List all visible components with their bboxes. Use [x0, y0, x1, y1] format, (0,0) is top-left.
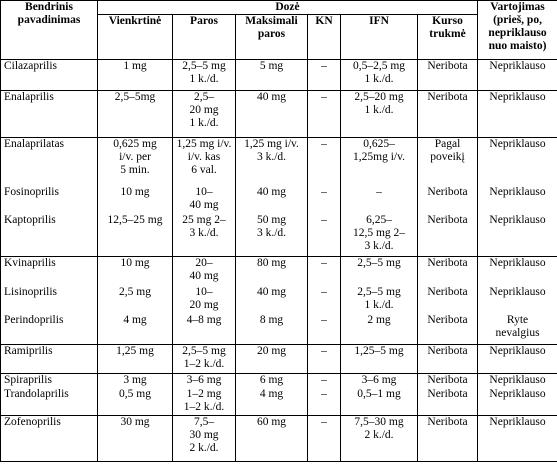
cell-daily-dose: [173, 256, 236, 286]
usage-text: Nepriklauso: [489, 416, 546, 428]
cell-drug-name: [1, 90, 98, 137]
table-body: [1, 60, 557, 462]
course-duration-text: Neribota: [427, 185, 468, 198]
cell-daily-dose: [173, 416, 236, 462]
cell-max-daily-dose: [236, 60, 308, 91]
usage-text: Nepriklauso: [489, 213, 546, 226]
single-dose-text: 3 mg: [123, 374, 147, 387]
cell-kn: [308, 374, 341, 388]
daily-dose-text: 7,5– 30 mg 2 k./d.: [189, 416, 219, 454]
cell-ifn: [341, 388, 418, 416]
cell-usage: [478, 314, 557, 345]
daily-dose-text: 25 mg 2– 3 k./d.: [182, 213, 226, 239]
daily-dose-text: 1,25 mg i/v. i/v. kas 6 val.: [176, 137, 232, 176]
cell-ifn: [341, 214, 418, 257]
cell-single-dose: [98, 344, 173, 374]
max-daily-dose-text: 20 mg: [256, 344, 287, 357]
course-duration-text: Pagal poveikį: [430, 137, 465, 163]
cell-kn: [308, 286, 341, 314]
max-daily-dose-text: 1,25 mg i/v. 3 k./d.: [244, 137, 299, 163]
cell-ifn: [341, 137, 418, 186]
max-daily-dose-text: 8 mg: [259, 313, 284, 326]
cell-kn: [308, 186, 341, 214]
table-row: [1, 286, 557, 314]
cell-single-dose: [98, 314, 173, 345]
drug-name-text: Cilazaprilis: [4, 60, 58, 72]
cell-single-dose: [98, 416, 173, 462]
single-dose-text: 1,25 mg: [116, 344, 154, 357]
ifn-text: 6,25– 12,5 mg 2– 3 k./d.: [352, 213, 406, 252]
cell-ifn: [341, 90, 418, 137]
kn-text: –: [321, 387, 327, 400]
ifn-text: 7,5–30 mg 2 k./d.: [354, 416, 404, 441]
course-duration-text: Neribota: [427, 374, 468, 387]
daily-dose-text: 2,5–5 mg 1 k./d.: [182, 60, 226, 85]
cell-kn: [308, 314, 341, 345]
cell-course-duration: [418, 344, 478, 374]
usage-text: Nepriklauso: [489, 387, 546, 400]
cell-usage: [478, 286, 557, 314]
usage-text: Nepriklauso: [489, 374, 546, 387]
cell-course-duration: [418, 60, 478, 91]
table-row: [1, 388, 557, 416]
cell-single-dose: [98, 374, 173, 388]
cell-daily-dose: [173, 388, 236, 416]
cell-ifn: [341, 344, 418, 374]
cell-usage: [478, 214, 557, 257]
cell-max-daily-dose: [236, 314, 308, 345]
single-dose-text: 1 mg: [123, 60, 147, 72]
cell-drug-name: [1, 214, 98, 257]
course-duration-text: Neribota: [427, 256, 468, 269]
cell-daily-dose: [173, 286, 236, 314]
usage-text: Nepriklauso: [489, 90, 546, 103]
ifn-text: 0,5–1 mg: [357, 387, 401, 400]
cell-kn: [308, 90, 341, 137]
header-ifn: IFN: [341, 15, 418, 60]
cell-drug-name: [1, 416, 98, 462]
header-course-duration: Kurso trukmė: [418, 15, 478, 60]
drug-name-text: Trandolaprilis: [4, 387, 69, 400]
cell-course-duration: [418, 314, 478, 345]
usage-text: Nepriklauso: [489, 256, 546, 269]
cell-ifn: [341, 374, 418, 388]
cell-max-daily-dose: [236, 374, 308, 388]
cell-daily-dose: [173, 374, 236, 388]
drug-name-text: Enalaprilatas: [4, 137, 65, 150]
cell-daily-dose: [173, 60, 236, 91]
usage-text: Nepriklauso: [489, 185, 546, 198]
table-row: [1, 416, 557, 462]
cell-kn: [308, 256, 341, 286]
drug-name-text: Spiraprilis: [4, 374, 52, 387]
table-row: [1, 256, 557, 286]
cell-daily-dose: [173, 186, 236, 214]
table-row: [1, 60, 557, 91]
cell-course-duration: [418, 256, 478, 286]
cell-drug-name: [1, 388, 98, 416]
ifn-text: 1,25–5 mg: [354, 344, 404, 357]
header-kn: KN: [308, 15, 341, 60]
single-dose-text: 0,625 mg i/v. per 5 min.: [113, 137, 157, 176]
ifn-text: 2,5–20 mg 1 k./d.: [354, 90, 404, 116]
cell-max-daily-dose: [236, 186, 308, 214]
cell-max-daily-dose: [236, 286, 308, 314]
table-row: [1, 314, 557, 345]
daily-dose-text: 20– 40 mg: [189, 256, 219, 282]
cell-max-daily-dose: [236, 344, 308, 374]
cell-daily-dose: [173, 344, 236, 374]
daily-dose-text: 1–2 mg 1–2 k./d.: [183, 387, 225, 413]
cell-daily-dose: [173, 314, 236, 345]
cell-course-duration: [418, 374, 478, 388]
cell-drug-name: [1, 137, 98, 186]
max-daily-dose-text: 40 mg: [256, 185, 287, 198]
cell-drug-name: [1, 60, 98, 91]
kn-text: –: [321, 256, 327, 269]
cell-course-duration: [418, 388, 478, 416]
kn-text: –: [321, 416, 327, 428]
kn-text: –: [321, 185, 327, 198]
ifn-text: 2,5–5 mg 1 k./d.: [357, 285, 401, 311]
max-daily-dose-text: 60 mg: [256, 416, 287, 428]
cell-single-dose: [98, 214, 173, 257]
header-dose-group: Dozė: [98, 1, 478, 15]
daily-dose-text: 10– 20 mg: [189, 285, 219, 311]
cell-drug-name: [1, 314, 98, 345]
header-daily-dose: Paros: [173, 15, 236, 60]
drug-name-text: Enalaprilis: [4, 90, 54, 103]
header-name: Bendrinis pavadinimas: [1, 1, 98, 60]
cell-usage: [478, 344, 557, 374]
kn-text: –: [321, 213, 327, 226]
cell-daily-dose: [173, 137, 236, 186]
table-row: [1, 374, 557, 388]
cell-usage: [478, 186, 557, 214]
cell-max-daily-dose: [236, 416, 308, 462]
kn-text: –: [321, 374, 327, 387]
ifn-text: 0,625– 1,25mg i/v.: [353, 137, 405, 163]
cell-course-duration: [418, 137, 478, 186]
kn-text: –: [321, 344, 327, 357]
daily-dose-text: 10– 40 mg: [189, 185, 219, 211]
cell-single-dose: [98, 60, 173, 91]
cell-drug-name: [1, 186, 98, 214]
cell-daily-dose: [173, 90, 236, 137]
single-dose-text: 2,5–5mg: [114, 90, 156, 103]
cell-usage: [478, 137, 557, 186]
kn-text: –: [321, 90, 327, 103]
drug-name-text: Kaptoprilis: [4, 213, 56, 226]
drug-name-text: Zofenoprilis: [4, 416, 61, 428]
cell-single-dose: [98, 286, 173, 314]
single-dose-text: 4 mg: [123, 313, 147, 326]
ifn-text: 2 mg: [367, 313, 391, 326]
cell-course-duration: [418, 90, 478, 137]
ifn-text: –: [376, 185, 382, 198]
usage-text: Nepriklauso: [489, 285, 546, 298]
cell-course-duration: [418, 214, 478, 257]
usage-text: Nepriklauso: [489, 137, 546, 150]
header-usage: Vartojimas (prieš, po, nepriklauso nuo maisto): [478, 1, 557, 60]
cell-max-daily-dose: [236, 137, 308, 186]
daily-dose-text: 3–6 mg: [186, 374, 222, 387]
daily-dose-text: 2,5–5 mg 1–2 k./d.: [182, 344, 226, 370]
cell-kn: [308, 60, 341, 91]
ifn-text: 2,5–5 mg: [357, 256, 401, 269]
max-daily-dose-text: 80 mg: [256, 256, 287, 269]
max-daily-dose-text: 40 mg: [256, 285, 287, 298]
cell-single-dose: [98, 388, 173, 416]
cell-max-daily-dose: [236, 256, 308, 286]
cell-kn: [308, 214, 341, 257]
course-duration-text: Neribota: [427, 60, 468, 72]
cell-single-dose: [98, 90, 173, 137]
cell-drug-name: [1, 256, 98, 286]
cell-single-dose: [98, 137, 173, 186]
cell-drug-name: [1, 374, 98, 388]
cell-course-duration: [418, 416, 478, 462]
max-daily-dose-text: 50 mg 3 k./d.: [256, 213, 287, 239]
drug-name-text: Perindoprilis: [4, 313, 64, 326]
cell-ifn: [341, 416, 418, 462]
course-duration-text: Neribota: [427, 344, 468, 357]
usage-text: Ryte nevalgius: [495, 313, 540, 339]
cell-max-daily-dose: [236, 90, 308, 137]
course-duration-text: Neribota: [427, 416, 468, 428]
max-daily-dose-text: 4 mg: [259, 387, 284, 400]
single-dose-text: 30 mg: [120, 416, 150, 428]
cell-ifn: [341, 60, 418, 91]
daily-dose-text: 4–8 mg: [186, 313, 222, 326]
ifn-text: 3–6 mg: [361, 374, 397, 387]
header-single-dose: Vienkrtinė: [98, 15, 173, 60]
cell-usage: [478, 374, 557, 388]
single-dose-text: 0,5 mg: [119, 387, 151, 400]
single-dose-text: 12,5–25 mg: [107, 213, 163, 226]
cell-usage: [478, 416, 557, 462]
daily-dose-text: 2,5– 20 mg 1 k./d.: [189, 90, 219, 129]
cell-daily-dose: [173, 214, 236, 257]
drug-name-text: Ramiprilis: [4, 344, 53, 357]
usage-text: Nepriklauso: [489, 60, 546, 72]
cell-single-dose: [98, 186, 173, 214]
table-row: [1, 90, 557, 137]
cell-kn: [308, 137, 341, 186]
table-row: [1, 344, 557, 374]
max-daily-dose-text: 5 mg: [259, 60, 284, 72]
cell-course-duration: [418, 186, 478, 214]
drug-name-text: Lisinoprilis: [4, 285, 58, 298]
kn-text: –: [321, 313, 327, 326]
usage-text: Nepriklauso: [489, 344, 546, 357]
single-dose-text: 10 mg: [120, 256, 150, 269]
cell-ifn: [341, 286, 418, 314]
header-max-daily-dose: Maksimali paros: [236, 15, 308, 60]
table-row: [1, 137, 557, 186]
cell-ifn: [341, 314, 418, 345]
cell-ifn: [341, 256, 418, 286]
single-dose-text: 10 mg: [120, 185, 150, 198]
course-duration-text: Neribota: [427, 285, 468, 298]
drug-name-text: Kvinaprilis: [4, 256, 56, 269]
table-row: [1, 186, 557, 214]
course-duration-text: Neribota: [427, 213, 468, 226]
course-duration-text: Neribota: [427, 387, 468, 400]
cell-kn: [308, 416, 341, 462]
cell-max-daily-dose: [236, 214, 308, 257]
cell-usage: [478, 60, 557, 91]
cell-drug-name: [1, 344, 98, 374]
cell-usage: [478, 90, 557, 137]
kn-text: –: [321, 285, 327, 298]
course-duration-text: Neribota: [427, 313, 468, 326]
single-dose-text: 2,5 mg: [119, 285, 151, 298]
ifn-text: 0,5–2,5 mg 1 k./d.: [352, 60, 406, 85]
cell-kn: [308, 344, 341, 374]
cell-max-daily-dose: [236, 388, 308, 416]
max-daily-dose-text: 6 mg: [259, 374, 284, 387]
drug-name-text: Fosinoprilis: [4, 185, 59, 198]
cell-ifn: [341, 186, 418, 214]
course-duration-text: Neribota: [427, 90, 468, 103]
table-row: [1, 214, 557, 257]
kn-text: –: [321, 137, 327, 150]
cell-drug-name: [1, 286, 98, 314]
cell-course-duration: [418, 286, 478, 314]
cell-kn: [308, 388, 341, 416]
cell-usage: [478, 388, 557, 416]
cell-usage: [478, 256, 557, 286]
max-daily-dose-text: 40 mg: [256, 90, 287, 103]
cell-single-dose: [98, 256, 173, 286]
kn-text: –: [321, 60, 327, 72]
